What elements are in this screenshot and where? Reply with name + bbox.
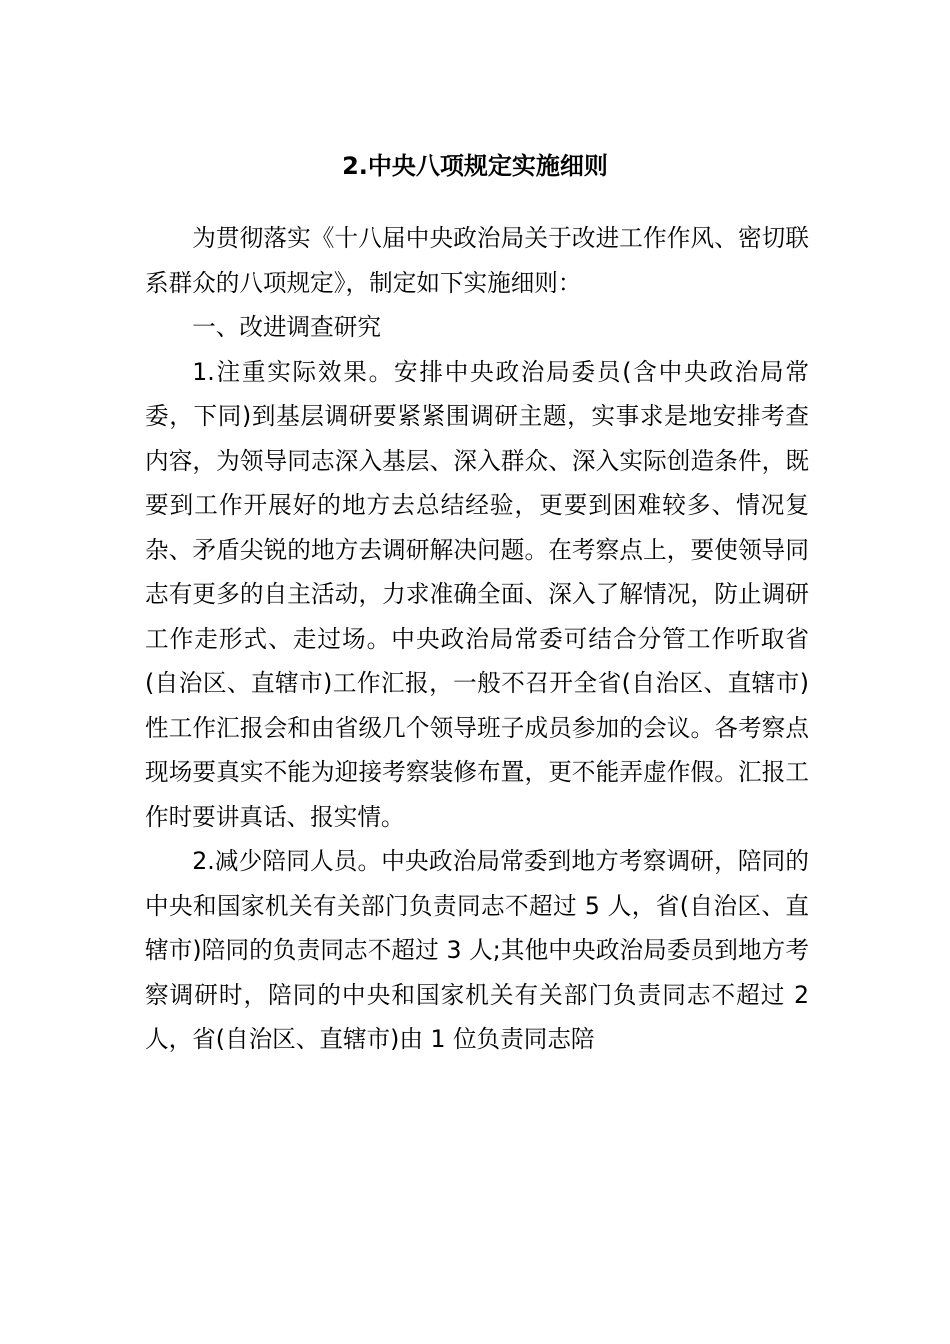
title-number: 2.: [342, 152, 368, 180]
item-1-paragraph: 1.注重实际效果。安排中央政治局委员(含中央政治局常委，下同)到基层调研要紧紧围调研主题，实事求是地安排考查内容，为领导同志深入基层、深入群众、深入实际创造条件，既要到工作开展好的地方去总结经验，更要到困难较多、情况复杂、矛盾尖锐的地方去调研解决问题。在考察点上，要使领导同志有更多的自主活动，力求准确全面、深入了解情况，防止调研工作走形式、走过场。中央政治局常委可结合分管工作听取省(自治区、直辖市)工作汇报，一般不召开全省(自治区、直辖市)性工作汇报会和由省级几个领导班子成员参加的会议。各考察点现场要真实不能为迎接考察装修布置，更不能弄虚作假。汇报工作时要讲真话、报实情。: [145, 357, 809, 831]
title-text: 中央八项规定实施细则: [367, 152, 608, 180]
document-title: [0, 146, 950, 186]
item-2-paragraph: 2.减少陪同人员。中央政治局常委到地方考察调研，陪同的中央和国家机关有关部门负责同志不超过 5 人，省(自治区、直辖市)陪同的负责同志不超过 3 人;其他中央政治局委员到地方考察调研时，陪同的中央和国家机关有关部门负责同志不超过 2 人，省(自治区、直辖市)由 1 位负责同志陪: [145, 847, 809, 1053]
intro-paragraph: 为贯彻落实《十八届中央政治局关于改进工作作风、密切联系群众的八项规定》，制定如下实施细则：: [145, 224, 809, 297]
document-body: [145, 216, 809, 1062]
section-heading: 一、改进调查研究: [192, 313, 381, 341]
